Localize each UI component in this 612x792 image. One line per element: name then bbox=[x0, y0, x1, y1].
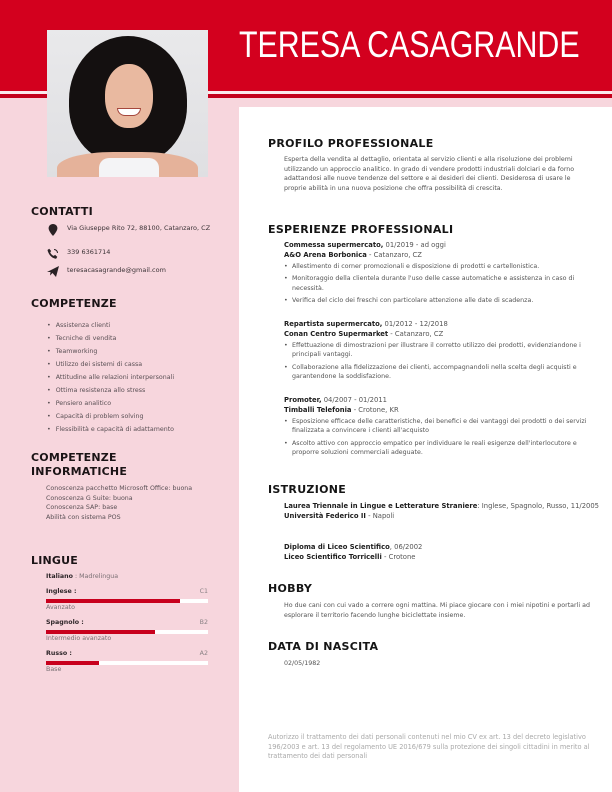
contact-email bbox=[46, 266, 217, 278]
job-entry bbox=[284, 241, 600, 308]
language-english bbox=[46, 587, 208, 613]
job-company: Timballi Telefonia bbox=[284, 405, 352, 414]
job-company: Conan Centro Supermarket bbox=[284, 329, 389, 338]
job-entry bbox=[284, 396, 600, 460]
degree-title: Diploma di Liceo Scientifico bbox=[284, 543, 390, 551]
contact-phone bbox=[46, 248, 217, 260]
address-text: Via Giuseppe Rito 72, 88100, Catanzaro, CZ bbox=[67, 224, 211, 232]
language-level-desc: Intermedio avanzato bbox=[46, 634, 112, 642]
job-role: Commessa supermercato, bbox=[284, 241, 384, 249]
job-location: - Catanzaro, CZ bbox=[366, 250, 422, 259]
location-pin-icon bbox=[46, 224, 60, 236]
job-dates: 01/2012 - 12/2018 bbox=[382, 320, 448, 328]
language-native bbox=[46, 573, 118, 580]
degree-title: Laurea Triennale in Lingue e Letterature Straniere bbox=[284, 502, 478, 510]
separator: : bbox=[72, 573, 80, 580]
language-level-desc: Base bbox=[46, 665, 62, 673]
language-level: Madrelingua bbox=[79, 573, 119, 580]
school-name: Università Federico II bbox=[284, 511, 366, 520]
list-item: • Capacità di problem solving bbox=[47, 410, 174, 423]
language-name: Italiano bbox=[46, 573, 73, 580]
list-item: • Esposizione efficace delle caratteristiche, dei benefici e dei vantaggi dei prodotti o dei servizi finalizzata a convincere i clienti all'acquisto bbox=[284, 417, 600, 435]
school-location: - Napoli bbox=[365, 511, 395, 520]
profile-heading: PROFILO PROFESSIONALE bbox=[268, 137, 434, 150]
birth-date-heading: DATA DI NASCITA bbox=[268, 640, 379, 653]
language-russian bbox=[46, 649, 208, 675]
photo-top bbox=[99, 158, 159, 177]
profile-photo bbox=[47, 30, 208, 177]
list-item: • Ottima resistenza allo stress bbox=[47, 384, 174, 397]
list-item: • Pensiero analitico bbox=[47, 397, 174, 410]
list-item: • Teamworking bbox=[47, 345, 174, 358]
language-name: Spagnolo bbox=[46, 619, 80, 626]
skills-heading: COMPETENZE bbox=[31, 297, 117, 310]
job-role: Repartista supermercato, bbox=[284, 320, 383, 328]
list-item: Conoscenza SAP: base bbox=[46, 504, 118, 511]
contacts-heading: CONTATTI bbox=[31, 205, 93, 218]
list-item: • Assistenza clienti bbox=[47, 319, 174, 332]
list-item: Abilità con sistema POS bbox=[46, 513, 121, 521]
list-item: • Utilizzo dei sistemi di cassa bbox=[47, 358, 174, 371]
language-name: Russo bbox=[46, 650, 68, 657]
degree-detail: , 06/2002 bbox=[389, 543, 423, 551]
it-skills-heading-line1: COMPETENZE bbox=[31, 451, 117, 464]
list-item: Conoscenza pacchetto Microsoft Office: buona bbox=[46, 485, 193, 492]
language-level-fill bbox=[46, 599, 180, 603]
list-item: • Ascolto attivo con approccio empatico per individuare le reali esigenze dell'interlocutore e proporre soluzioni commerciali adeguate. bbox=[284, 439, 600, 457]
language-level-bar bbox=[46, 630, 208, 634]
languages-heading: LINGUE bbox=[31, 554, 78, 567]
profile-text: Esperta della vendita al dettaglio, orientata al servizio clienti e alla risoluzione dei problemi utilizzando un approccio analitico. In grado di vendere prodotti industriali dolciari e da forno adattandosi alle nuove tendenze del settore e ai desideri dei clienti. Desiderosa di usare le proprie abilità in una nuova posizione che offra possibilità di crescita. bbox=[284, 156, 575, 192]
phone-text[interactable]: 339 6361714 bbox=[67, 248, 111, 256]
list-item: • Effettuazione di dimostrazioni per illustrare il corretto utilizzo dei prodotti, evidenziandone i principali vantaggi. bbox=[284, 341, 600, 359]
list-item: • Monitoraggio della clientela durante l'uso delle casse automatiche e assistenza in caso di necessità. bbox=[284, 274, 600, 292]
education-heading: ISTRUZIONE bbox=[268, 483, 347, 496]
contact-address bbox=[46, 224, 217, 236]
experience-heading: ESPERIENZE PROFESSIONALI bbox=[268, 223, 454, 236]
privacy-consent: Autorizzo il trattamento dei dati personali contenuti nel mio CV ex art. 13 del decreto legislativo 196/2003 e art. 13 del regolamento UE 2016/679 sulla protezione dei singoli cittadini in merito al trattamento dei dati personali bbox=[268, 733, 590, 761]
job-role: Promoter, bbox=[284, 396, 322, 404]
language-spanish bbox=[46, 618, 208, 644]
language-level-fill bbox=[46, 661, 99, 665]
separator: : bbox=[79, 619, 84, 626]
it-skills-heading-line2: INFORMATICHE bbox=[31, 465, 128, 478]
language-level-bar bbox=[46, 661, 208, 665]
candidate-name: TERESA CASAGRANDE bbox=[239, 24, 580, 65]
education-entry bbox=[284, 502, 600, 521]
email-link[interactable]: teresacasagrande@gmail.com bbox=[67, 266, 166, 274]
list-item: • Tecniche di vendita bbox=[47, 332, 174, 345]
language-level-fill bbox=[46, 630, 155, 634]
education-entry bbox=[284, 543, 600, 562]
skills-list bbox=[47, 319, 174, 436]
language-code: A2 bbox=[199, 650, 208, 657]
list-item: • Verifica del ciclo dei freschi con particolare attenzione alle date di scadenza. bbox=[284, 296, 600, 305]
it-skills-heading bbox=[31, 451, 127, 479]
language-code: B2 bbox=[199, 619, 208, 626]
list-item: • Allestimento di corner promozionali e disposizione di prodotti e cartellonistica. bbox=[284, 262, 600, 271]
paper-plane-icon bbox=[46, 266, 60, 278]
hobby-heading: HOBBY bbox=[268, 582, 313, 595]
list-item: • Flessibilità e capacità di adattamento bbox=[47, 423, 174, 436]
phone-icon bbox=[46, 248, 60, 260]
job-dates: 01/2019 - ad oggi bbox=[383, 241, 446, 249]
hobby-text: Ho due cani con cui vado a correre ogni mattina. Mi piace giocare con i miei nipotini e portarli ad esplorare il territorio facendo lunghe biciclettate insieme. bbox=[284, 602, 590, 619]
job-location: - Catanzaro, CZ bbox=[388, 329, 444, 338]
separator: : bbox=[67, 650, 72, 657]
photo-face bbox=[105, 64, 153, 128]
language-code: C1 bbox=[199, 588, 208, 595]
language-level-bar bbox=[46, 599, 208, 603]
list-item: Conoscenza G Suite: buona bbox=[46, 494, 133, 502]
it-skills-list bbox=[46, 484, 211, 522]
separator: : bbox=[71, 588, 77, 595]
job-entry bbox=[284, 320, 600, 384]
job-dates: 04/2007 - 01/2011 bbox=[321, 396, 387, 404]
job-location: - Crotone, KR bbox=[351, 405, 399, 414]
school-name: Liceo Scientifico Torricelli bbox=[284, 552, 382, 561]
job-company: A&O Arena Borbonica bbox=[284, 250, 367, 259]
degree-detail: : Inglese, Spagnolo, Russo, 11/2005 bbox=[477, 502, 600, 510]
list-item: • Attitudine alle relazioni interpersonali bbox=[47, 371, 174, 384]
language-name: Inglese bbox=[46, 588, 72, 595]
birth-date: 02/05/1982 bbox=[284, 660, 321, 667]
list-item: • Collaborazione alla fidelizzazione dei clienti, accompagnandoli nella scelta degli acquisti e garantendone la soddisfazione. bbox=[284, 363, 600, 381]
language-level-desc: Avanzato bbox=[46, 603, 75, 611]
school-location: - Crotone bbox=[381, 552, 416, 561]
